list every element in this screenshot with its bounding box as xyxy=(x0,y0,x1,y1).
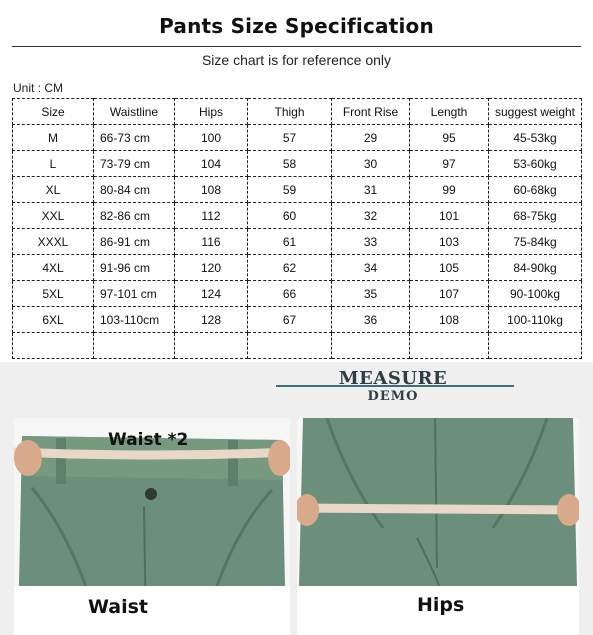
cell-waistline: 73-79 cm xyxy=(94,151,175,177)
cell-front-rise: 31 xyxy=(332,177,410,203)
table-row xyxy=(13,307,582,333)
cell-front-rise: 36 xyxy=(332,307,410,333)
measure-subtitle: DEMO xyxy=(367,389,419,404)
cell-waistline: 103-110cm xyxy=(94,307,175,333)
cell-size: 6XL xyxy=(13,307,94,333)
size-table xyxy=(12,98,582,359)
hips-caption: Hips xyxy=(417,594,465,616)
cell-length: 108 xyxy=(410,307,489,333)
cell-weight: 53-60kg xyxy=(489,151,582,177)
table-row xyxy=(13,229,582,255)
cell-hips: 120 xyxy=(175,255,248,281)
cell-empty xyxy=(332,333,410,359)
cell-length: 97 xyxy=(410,151,489,177)
table-row xyxy=(13,177,582,203)
cell-weight: 75-84kg xyxy=(489,229,582,255)
cell-front-rise: 34 xyxy=(332,255,410,281)
cell-hips: 100 xyxy=(175,125,248,151)
hips-photo xyxy=(297,418,579,635)
waist-top-caption: Waist *2 xyxy=(108,430,189,450)
cell-thigh: 57 xyxy=(248,125,332,151)
cell-hips: 128 xyxy=(175,307,248,333)
table-header-row xyxy=(13,99,582,125)
cell-size: 4XL xyxy=(13,255,94,281)
measure-title-rule xyxy=(276,385,514,387)
title-divider xyxy=(12,46,581,47)
header-hips: Hips xyxy=(175,99,248,125)
cell-weight: 100-110kg xyxy=(489,307,582,333)
cell-empty xyxy=(248,333,332,359)
cell-size: XL xyxy=(13,177,94,203)
cell-length: 103 xyxy=(410,229,489,255)
cell-thigh: 62 xyxy=(248,255,332,281)
cell-weight: 90-100kg xyxy=(489,281,582,307)
cell-empty xyxy=(489,333,582,359)
cell-empty xyxy=(410,333,489,359)
table-row-empty xyxy=(13,333,582,359)
cell-front-rise: 33 xyxy=(332,229,410,255)
cell-hips: 108 xyxy=(175,177,248,203)
cell-size: XXXL xyxy=(13,229,94,255)
cell-empty xyxy=(94,333,175,359)
cell-length: 107 xyxy=(410,281,489,307)
cell-waistline: 82-86 cm xyxy=(94,203,175,229)
cell-weight: 45-53kg xyxy=(489,125,582,151)
waist-caption: Waist xyxy=(88,596,149,618)
table-row xyxy=(13,125,582,151)
cell-hips: 112 xyxy=(175,203,248,229)
cell-thigh: 61 xyxy=(248,229,332,255)
cell-thigh: 59 xyxy=(248,177,332,203)
table-row xyxy=(13,255,582,281)
page-title: Pants Size Specification xyxy=(159,14,434,38)
cell-length: 105 xyxy=(410,255,489,281)
cell-size: M xyxy=(13,125,94,151)
table-row xyxy=(13,203,582,229)
waist-photo xyxy=(14,418,290,635)
cell-size: XXL xyxy=(13,203,94,229)
page-subtitle: Size chart is for reference only xyxy=(201,52,392,68)
cell-front-rise: 30 xyxy=(332,151,410,177)
cell-front-rise: 32 xyxy=(332,203,410,229)
measure-title: MEASURE xyxy=(338,368,448,389)
cell-empty xyxy=(175,333,248,359)
cell-thigh: 66 xyxy=(248,281,332,307)
cell-hips: 124 xyxy=(175,281,248,307)
cell-waistline: 91-96 cm xyxy=(94,255,175,281)
cell-thigh: 58 xyxy=(248,151,332,177)
table-row xyxy=(13,281,582,307)
cell-size: L xyxy=(13,151,94,177)
cell-weight: 60-68kg xyxy=(489,177,582,203)
cell-waistline: 80-84 cm xyxy=(94,177,175,203)
cell-waistline: 86-91 cm xyxy=(94,229,175,255)
header-length: Length xyxy=(410,99,489,125)
cell-hips: 104 xyxy=(175,151,248,177)
header-thigh: Thigh xyxy=(248,99,332,125)
cell-weight: 68-75kg xyxy=(489,203,582,229)
waist-illustration xyxy=(14,418,290,635)
cell-weight: 84-90kg xyxy=(489,255,582,281)
cell-thigh: 60 xyxy=(248,203,332,229)
table-row xyxy=(13,151,582,177)
cell-waistline: 66-73 cm xyxy=(94,125,175,151)
header-front-rise: Front Rise xyxy=(332,99,410,125)
unit-label: Unit : CM xyxy=(13,81,64,95)
cell-empty xyxy=(13,333,94,359)
cell-length: 101 xyxy=(410,203,489,229)
cell-hips: 116 xyxy=(175,229,248,255)
cell-length: 95 xyxy=(410,125,489,151)
cell-thigh: 67 xyxy=(248,307,332,333)
cell-front-rise: 29 xyxy=(332,125,410,151)
header-size: Size xyxy=(13,99,94,125)
header-waistline: Waistline xyxy=(94,99,175,125)
cell-size: 5XL xyxy=(13,281,94,307)
cell-front-rise: 35 xyxy=(332,281,410,307)
header-suggest-weight: suggest weight xyxy=(489,99,582,125)
cell-length: 99 xyxy=(410,177,489,203)
cell-waistline: 97-101 cm xyxy=(94,281,175,307)
